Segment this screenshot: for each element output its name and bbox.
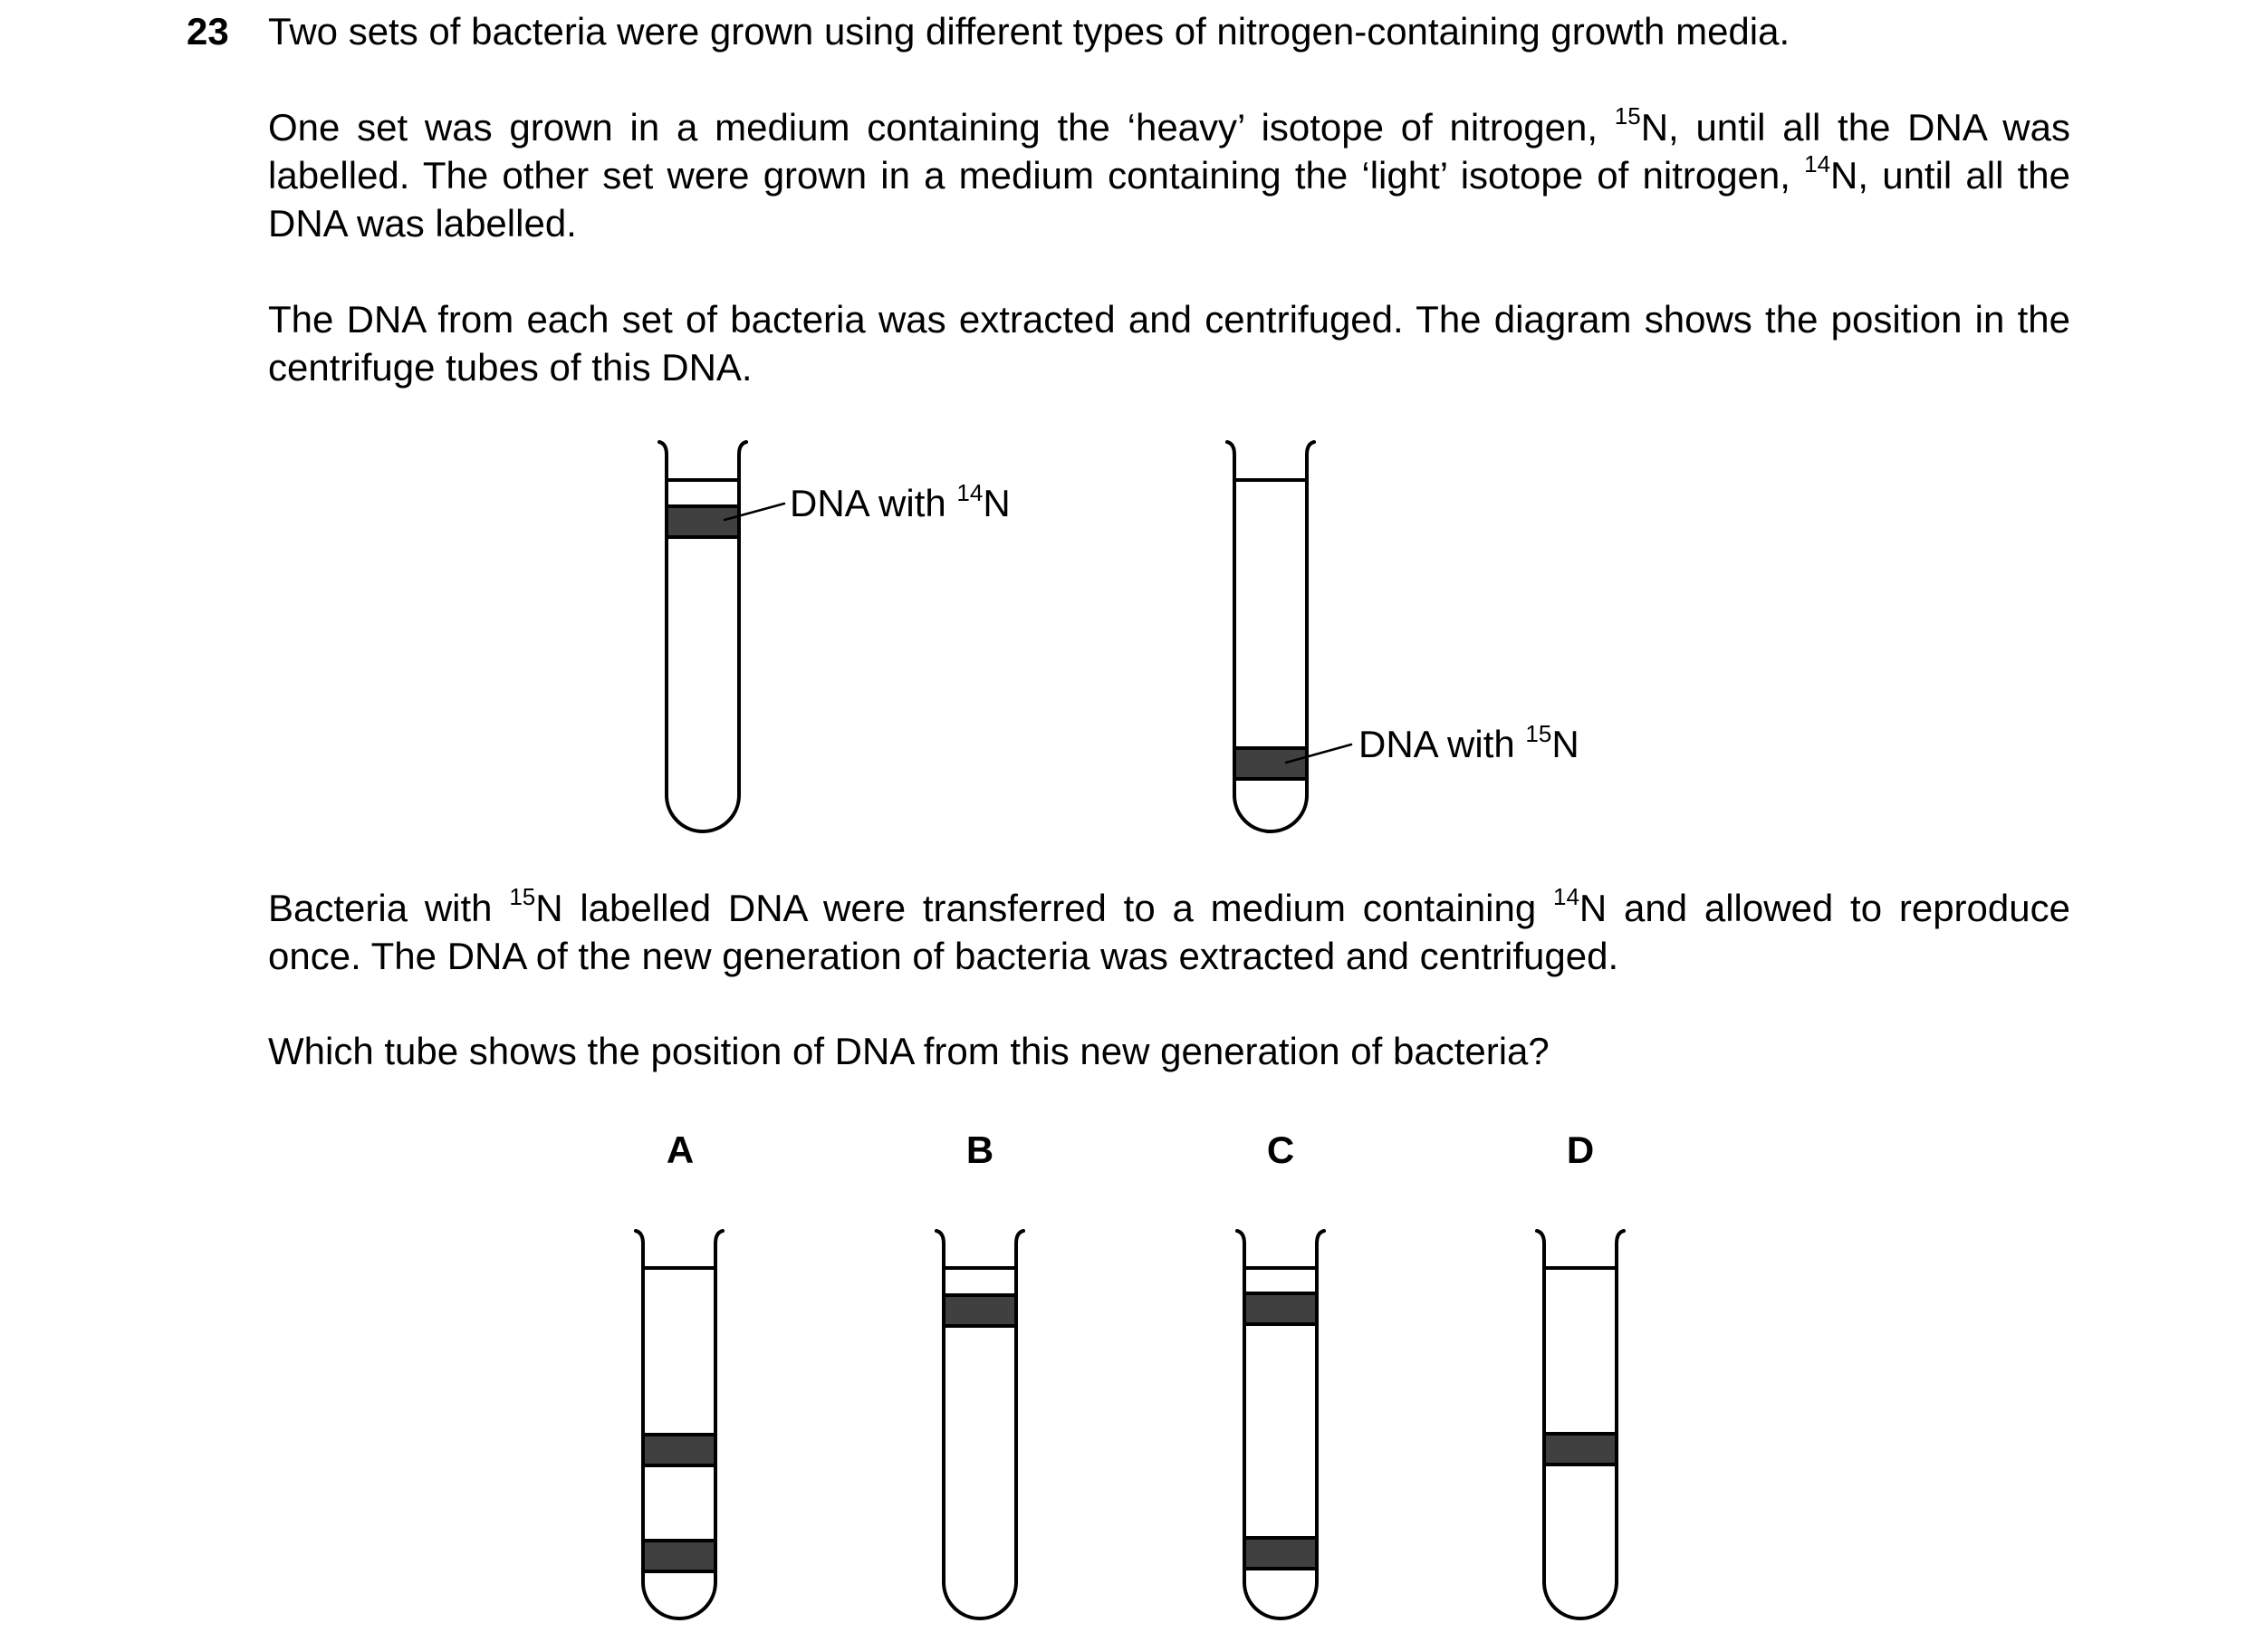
option-tube-b: [936, 1231, 1023, 1618]
tube-d-band-middle: [1544, 1434, 1617, 1465]
option-label-a: A: [666, 1129, 695, 1171]
question-number: 23: [187, 10, 229, 53]
label-dna-15n: DNA with $^{15}$N: [1358, 720, 1579, 765]
option-tube-d: [1537, 1231, 1624, 1618]
tube-a-band-middle: [643, 1435, 715, 1465]
tube-a-band-bottom: [643, 1541, 715, 1571]
para4-text-b: N labelled DNA were transferred to a medium containing: [535, 887, 1553, 929]
para4-superscript-a: 15: [509, 883, 536, 910]
para2-superscript-b: 14: [1804, 150, 1831, 178]
para4-superscript-b: 14: [1553, 883, 1579, 910]
para4-text-a: Bacteria with: [268, 887, 510, 929]
question-intro: Two sets of bacteria were grown using different types of nitrogen-containing growth media.: [268, 10, 1790, 53]
option-label-d: D: [1566, 1129, 1595, 1171]
reference-tube-light-dna: [659, 442, 784, 831]
para2-text-b: N, until all the DNA was labelled. The other set were grown in a medium containing the ‘light’ isotope of nitrogen,: [268, 106, 2070, 197]
option-tube-a: [636, 1231, 723, 1618]
option-tube-c: [1237, 1231, 1324, 1618]
tube-b-band-top: [944, 1295, 1016, 1326]
tube-c-band-top: [1244, 1293, 1317, 1324]
question-prompt: Which tube shows the position of DNA from this new generation of bacteria?: [268, 1030, 1550, 1072]
reference-tube-heavy-dna: [1227, 442, 1351, 831]
option-label-b: B: [965, 1129, 994, 1171]
tube-c-band-bottom: [1244, 1538, 1317, 1569]
para2-text-a: One set was grown in a medium containing the ‘heavy’ isotope of nitrogen,: [268, 106, 1615, 149]
dna-band-heavy: [1234, 748, 1307, 779]
para2-text-c: N, until all the DNA was labelled.: [268, 154, 2071, 245]
para2-superscript-a: 15: [1614, 102, 1641, 130]
question-paragraph-centrifuge: The DNA from each set of bacteria was extracted and centrifuged. The diagram shows the position in the centrifuge tubes of this DNA.: [268, 298, 2070, 389]
para4-text-c: N and allowed to reproduce once. The DNA of the new generation of bacteria was extracted and centrifuged.: [268, 887, 2070, 977]
dna-band-light: [667, 506, 739, 537]
label-dna-14n: DNA with $^{14}$N: [790, 479, 1011, 524]
option-label-c: C: [1266, 1129, 1295, 1171]
